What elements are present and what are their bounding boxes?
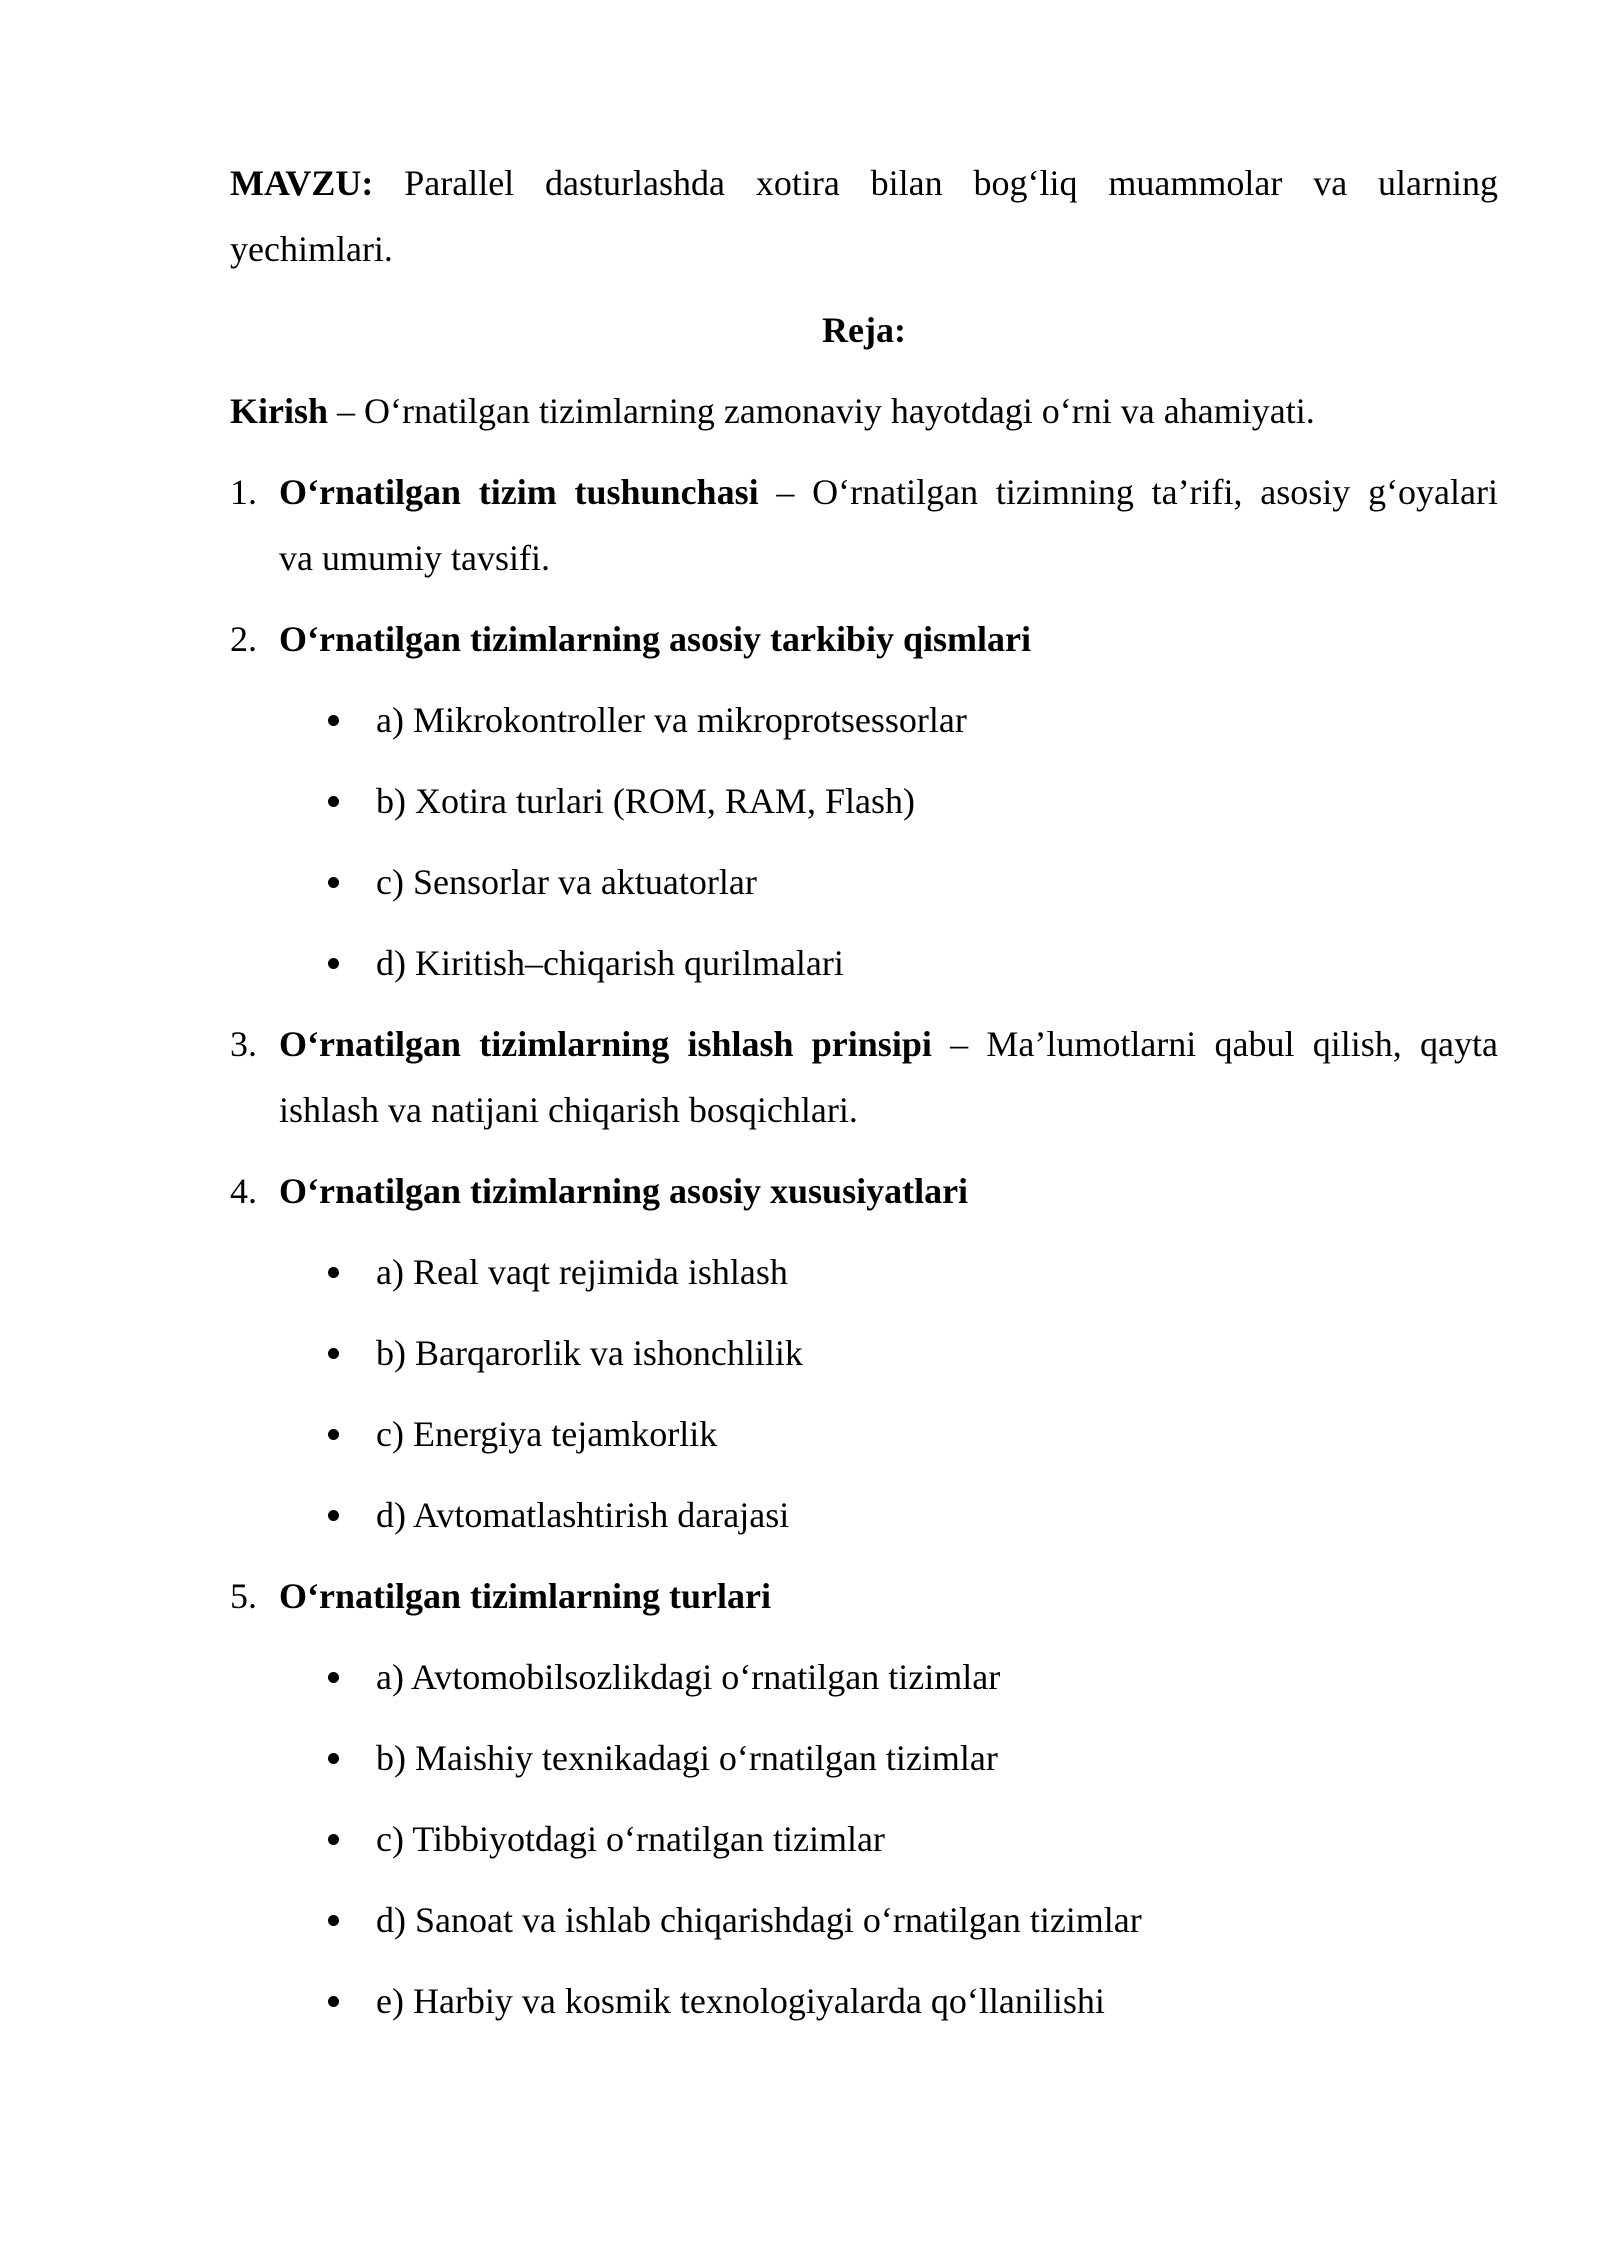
bullet-icon — [328, 1510, 339, 1521]
bullet-icon — [328, 1672, 339, 1683]
list-item — [230, 1806, 1498, 1872]
item-3-desc-2: ishlash va natijani chiqarish bosqichlari. — [279, 1090, 858, 1130]
list-item — [230, 768, 1498, 834]
bullet-text: d) Sanoat va ishlab chiqarishdagi o‘rnatilgan tizimlar — [376, 1900, 1142, 1940]
bullet-text: a) Real vaqt rejimida ishlash — [376, 1252, 788, 1292]
document-page — [230, 150, 1498, 2049]
bullet-icon — [328, 1267, 339, 1278]
item-4-line — [279, 1158, 1498, 1224]
list-item — [230, 1239, 1498, 1305]
bullet-text: c) Sensorlar va aktuatorlar — [376, 862, 757, 902]
plan-item-2 — [230, 606, 1498, 672]
bullet-icon — [328, 958, 339, 969]
plan-heading — [230, 297, 1498, 363]
bullet-text: d) Kiritish–chiqarish qurilmalari — [376, 943, 844, 983]
bullet-icon — [328, 1996, 339, 2007]
item-2-bullets — [230, 687, 1498, 996]
intro-paragraph — [230, 378, 1498, 444]
topic-line-2: yechimlari. — [230, 229, 393, 269]
list-item — [230, 930, 1498, 996]
plan-item-4 — [230, 1158, 1498, 1224]
bullet-text: b) Xotira turlari (ROM, RAM, Flash) — [376, 781, 915, 821]
item-1-line-1 — [279, 459, 1498, 525]
plan-item-3 — [230, 1011, 1498, 1143]
bullet-text: b) Maishiy texnikadagi o‘rnatilgan tizimlar — [376, 1738, 998, 1778]
item-number: 4. — [230, 1171, 257, 1211]
bullet-text: a) Mikrokontroller va mikroprotsessorlar — [376, 700, 967, 740]
item-4-bullets — [230, 1239, 1498, 1548]
item-4-title: O‘rnatilgan tizimlarning asosiy xususiyatlari — [279, 1171, 969, 1211]
topic-label: MAVZU: — [230, 163, 374, 203]
topic-text-1: Parallel dasturlashda xotira bilan bog‘liq muammolar va ularning — [404, 163, 1499, 203]
item-3-title: O‘rnatilgan tizimlarning ishlash prinsipi — [279, 1024, 932, 1064]
item-1-desc-2: va umumiy tavsifi. — [279, 538, 550, 578]
item-number: 2. — [230, 619, 257, 659]
item-3-desc-1: – Ma’lumotlarni qabul qilish, qayta — [931, 1024, 1498, 1064]
list-item — [230, 1725, 1498, 1791]
plan-item-1 — [230, 459, 1498, 591]
topic-paragraph — [230, 150, 1498, 282]
list-item — [230, 1887, 1498, 1953]
item-5-line — [279, 1563, 1498, 1629]
bullet-text: c) Tibbiyotdagi o‘rnatilgan tizimlar — [376, 1819, 885, 1859]
bullet-text: d) Avtomatlashtirish darajasi — [376, 1495, 790, 1535]
intro-text: – O‘rnatilgan tizimlarning zamonaviy hayotdagi o‘rni va ahamiyati. — [328, 391, 1315, 431]
intro-label: Kirish — [230, 391, 329, 431]
bullet-text: c) Energiya tejamkorlik — [376, 1414, 718, 1454]
list-item — [230, 849, 1498, 915]
bullet-text: e) Harbiy va kosmik texnologiyalarda qo‘llanilishi — [376, 1981, 1105, 2021]
bullet-text: b) Barqarorlik va ishonchlilik — [376, 1333, 803, 1373]
bullet-icon — [328, 1915, 339, 1926]
list-item — [230, 1968, 1498, 2034]
item-1-title: O‘rnatilgan tizim tushunchasi — [279, 472, 759, 512]
item-5-title: O‘rnatilgan tizimlarning turlari — [279, 1576, 771, 1616]
bullet-icon — [328, 1834, 339, 1845]
list-item — [230, 1644, 1498, 1710]
item-2-title: O‘rnatilgan tizimlarning asosiy tarkibiy qismlari — [279, 619, 1032, 659]
list-item — [230, 1320, 1498, 1386]
bullet-text: a) Avtomobilsozlikdagi o‘rnatilgan tizimlar — [376, 1657, 1001, 1697]
bullet-icon — [328, 796, 339, 807]
list-item — [230, 687, 1498, 753]
item-5-bullets — [230, 1644, 1498, 2034]
bullet-icon — [328, 1753, 339, 1764]
bullet-icon — [328, 1348, 339, 1359]
bullet-icon — [328, 1429, 339, 1440]
item-number: 5. — [230, 1576, 257, 1616]
plan-item-5 — [230, 1563, 1498, 1629]
item-2-line — [279, 606, 1498, 672]
item-3-line-1 — [279, 1011, 1498, 1077]
list-item — [230, 1482, 1498, 1548]
item-number: 1. — [230, 472, 257, 512]
bullet-icon — [328, 715, 339, 726]
plan-heading-text: Reja: — [822, 310, 906, 350]
item-number: 3. — [230, 1024, 257, 1064]
topic-line-1 — [230, 150, 1498, 216]
item-1-desc-1: – O‘rnatilgan tizimning ta’rifi, asosiy g‘oyalari — [758, 472, 1498, 512]
bullet-icon — [328, 877, 339, 888]
list-item — [230, 1401, 1498, 1467]
